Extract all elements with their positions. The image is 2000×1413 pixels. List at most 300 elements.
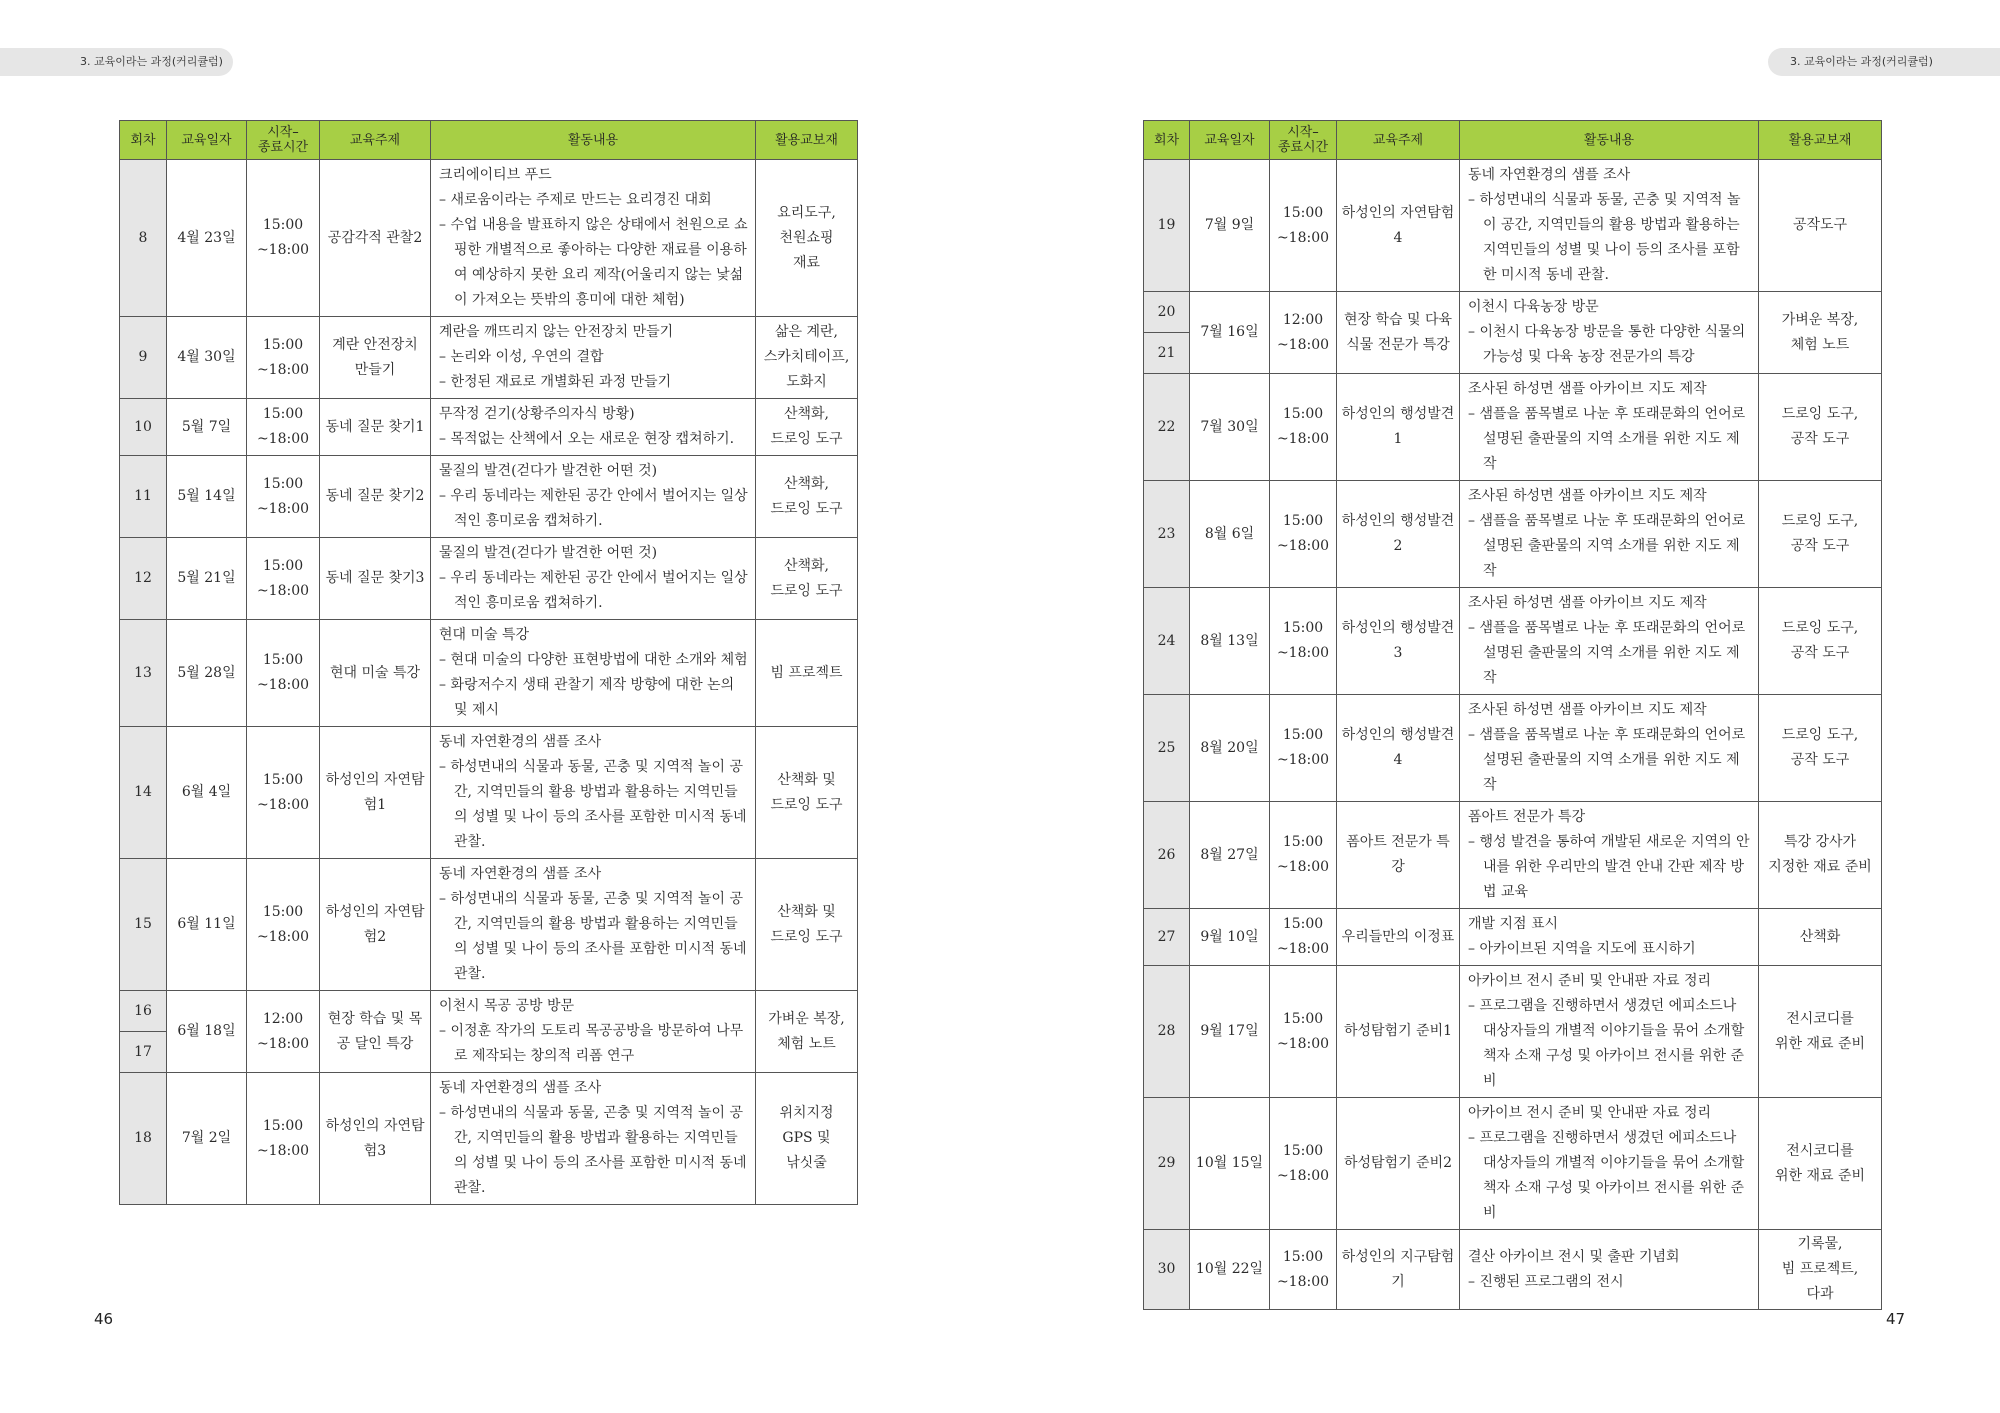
activity-content xyxy=(431,991,756,1073)
session-time xyxy=(247,399,320,456)
table-row xyxy=(1144,1230,1882,1310)
activity-title: 폼아트 전문가 특강 xyxy=(1468,809,1586,825)
session-date: 7월 2일 xyxy=(167,1073,247,1205)
session-materials xyxy=(756,317,858,399)
session-topic: 동네 질문 찾기1 xyxy=(320,399,431,456)
activity-content xyxy=(431,727,756,859)
material-line: 공작도구 xyxy=(1792,217,1848,233)
header-time xyxy=(1270,121,1337,160)
table-row xyxy=(120,160,858,317)
session-number: 20 xyxy=(1144,292,1190,333)
activity-content xyxy=(1460,160,1759,292)
header-time-line1: 시작– xyxy=(267,125,299,140)
start-time: 15:00 xyxy=(1282,204,1324,221)
start-time: 15:00 xyxy=(1282,1010,1324,1027)
activity-content xyxy=(1460,966,1759,1098)
session-materials xyxy=(1759,588,1882,695)
session-number: 9 xyxy=(120,317,167,399)
session-materials xyxy=(756,160,858,317)
activity-title: 동네 자연환경의 샘플 조사 xyxy=(439,866,602,882)
session-date: 6월 11일 xyxy=(167,859,247,991)
session-materials xyxy=(1759,481,1882,588)
session-date: 9월 10일 xyxy=(1190,909,1270,966)
table-header-row xyxy=(120,121,858,160)
start-time: 15:00 xyxy=(262,771,304,788)
start-time: 15:00 xyxy=(1282,620,1324,636)
material-line: 낚싯줄 xyxy=(786,1155,827,1171)
activity-title: 현대 미술 특강 xyxy=(439,627,530,643)
activity-title: 물질의 발견(걷다가 발견한 어떤 것) xyxy=(439,463,658,479)
material-line: 공작 도구 xyxy=(1790,752,1850,768)
section-tab-right xyxy=(1768,48,2000,76)
end-time: ~18:00 xyxy=(1276,1273,1330,1290)
start-time: 15:00 xyxy=(262,336,304,353)
session-number: 15 xyxy=(120,859,167,991)
activity-item: – 논리와 이성, 우연의 결합 xyxy=(439,349,604,365)
session-materials xyxy=(1759,160,1882,292)
activity-title: 이천시 목공 공방 방문 xyxy=(439,998,575,1014)
activity-content xyxy=(1460,481,1759,588)
start-time: 15:00 xyxy=(262,557,304,574)
section-label: 3. 교육이라는 과정(커리큘럼) xyxy=(80,55,223,68)
session-materials xyxy=(1759,966,1882,1098)
activity-item: – 하성면내의 식물과 동물, 곤충 및 지역적 놀이 공간, 지역민들의 활용 방법과 활용하는 지역민들의 성별 및 나이 등의 조사를 포함한 미시적 동네 관찰. xyxy=(439,759,747,850)
session-topic: 공감각적 관찰2 xyxy=(320,160,431,317)
session-number: 14 xyxy=(120,727,167,859)
activity-item: – 샘플을 품목별로 나눈 후 또래문화의 언어로 설명된 출판물의 지역 소개를 위한 지도 제작 xyxy=(1468,513,1746,579)
session-topic: 하성탐험기 준비1 xyxy=(1337,966,1460,1098)
header-materials: 활용교보재 xyxy=(1759,121,1882,160)
activity-item: – 샘플을 품목별로 나눈 후 또래문화의 언어로 설명된 출판물의 지역 소개를 위한 지도 제작 xyxy=(1468,620,1746,686)
start-time: 15:00 xyxy=(262,475,304,492)
material-line: 드로잉 도구, xyxy=(1781,620,1859,636)
session-materials xyxy=(756,620,858,727)
activity-content xyxy=(1460,292,1759,374)
end-time: ~18:00 xyxy=(1276,336,1330,353)
session-time xyxy=(1270,802,1337,909)
activity-item: – 우리 동네라는 제한된 공간 안에서 벌어지는 일상적인 흥미로움 캡쳐하기. xyxy=(439,488,748,529)
activity-content xyxy=(431,456,756,538)
session-date: 5월 14일 xyxy=(167,456,247,538)
session-materials xyxy=(756,1073,858,1205)
start-time: 15:00 xyxy=(1282,1248,1324,1265)
activity-item: – 우리 동네라는 제한된 공간 안에서 벌어지는 일상적인 흥미로움 캡쳐하기. xyxy=(439,570,748,611)
activity-item: – 화랑저수지 생태 관찰기 제작 방향에 대한 논의 및 제시 xyxy=(439,677,735,718)
end-time: ~18:00 xyxy=(1276,1035,1330,1052)
session-time xyxy=(247,538,320,620)
session-topic: 하성인의 행성발견1 xyxy=(1337,374,1460,481)
session-topic: 우리들만의 이정표 xyxy=(1337,909,1460,966)
session-number: 30 xyxy=(1144,1230,1190,1310)
activity-content xyxy=(1460,588,1759,695)
header-date: 교육일자 xyxy=(167,121,247,160)
session-time xyxy=(1270,909,1337,966)
section-tab-left xyxy=(0,48,233,76)
section-label: 3. 교육이라는 과정(커리큘럼) xyxy=(1790,55,1933,68)
activity-content xyxy=(1460,1230,1759,1310)
table-row xyxy=(120,538,858,620)
material-line: 도화지 xyxy=(786,374,827,390)
start-time: 12:00 xyxy=(1282,311,1324,328)
material-line: 드로잉 도구 xyxy=(770,796,843,813)
activity-title: 무작정 걷기(상황주의자식 방황) xyxy=(439,406,635,422)
table-row xyxy=(120,317,858,399)
session-time xyxy=(1270,481,1337,588)
material-line: 산책화 xyxy=(1799,928,1841,945)
material-line: 드로잉 도구 xyxy=(770,928,843,945)
activity-item: – 수업 내용을 발표하지 않은 상태에서 천원으로 쇼핑한 개별적으로 좋아하는 다양한 재료를 이용하여 예상하지 못한 요리 제작(어울리지 않는 낯섦이 가져오는 뜻밖의 흥미에 대한 체험) xyxy=(439,217,748,308)
end-time: ~18:00 xyxy=(1276,859,1330,875)
end-time: ~18:00 xyxy=(256,1035,310,1052)
session-time xyxy=(247,317,320,399)
session-materials xyxy=(756,859,858,991)
material-line: 체험 노트 xyxy=(777,1035,836,1052)
material-line: 천원쇼핑 xyxy=(779,229,834,246)
session-date: 4월 23일 xyxy=(167,160,247,317)
session-topic: 하성인의 행성발견3 xyxy=(1337,588,1460,695)
session-materials xyxy=(1759,1230,1882,1310)
end-time: ~18:00 xyxy=(256,677,310,693)
curriculum-table-right xyxy=(1143,120,1882,1310)
activity-item: – 하성면내의 식물과 동물, 곤충 및 지역적 놀이 공간, 지역민들의 활용 방법과 활용하는 지역민들의 성별 및 나이 등의 조사를 포함한 미시적 동네 관찰. xyxy=(439,891,747,982)
activity-item: – 한정된 재료로 개별화된 과정 만들기 xyxy=(439,374,672,390)
material-line: 체험 노트 xyxy=(1790,336,1850,353)
activity-title: 동네 자연환경의 샘플 조사 xyxy=(1468,167,1631,183)
session-time xyxy=(1270,374,1337,481)
session-date: 4월 30일 xyxy=(167,317,247,399)
activity-title: 조사된 하성면 샘플 아카이브 지도 제작 xyxy=(1468,381,1707,397)
material-line: 산책화, xyxy=(783,557,830,574)
session-materials xyxy=(756,456,858,538)
session-time xyxy=(1270,1230,1337,1310)
activity-item: – 프로그램을 진행하면서 생겼던 에피소드나 대상자들의 개별적 이야기들을 묶어 소개할 책자 소재 구성 및 아카이브 전시를 위한 준비 xyxy=(1468,1130,1745,1221)
start-time: 15:00 xyxy=(1282,1142,1324,1159)
header-materials: 활용교보재 xyxy=(756,121,858,160)
session-time xyxy=(247,991,320,1073)
table-row xyxy=(1144,909,1882,966)
session-topic: 하성인의 지구탐험기 xyxy=(1337,1230,1460,1310)
material-line: 위한 재료 준비 xyxy=(1774,1035,1866,1052)
session-number: 18 xyxy=(120,1073,167,1205)
session-number: 22 xyxy=(1144,374,1190,481)
end-time: ~18:00 xyxy=(256,242,310,258)
session-number: 21 xyxy=(1144,333,1190,374)
session-topic: 하성인의 자연탐험3 xyxy=(320,1073,431,1205)
activity-content xyxy=(431,399,756,456)
activity-title: 크리에이티브 푸드 xyxy=(439,167,552,183)
activity-content xyxy=(431,538,756,620)
activity-item: – 샘플을 품목별로 나눈 후 또래문화의 언어로 설명된 출판물의 지역 소개를 위한 지도 제작 xyxy=(1468,406,1746,472)
table-row xyxy=(1144,695,1882,802)
start-time: 15:00 xyxy=(262,903,304,920)
session-date: 7월 16일 xyxy=(1190,292,1270,374)
session-number: 13 xyxy=(120,620,167,727)
activity-item: – 현대 미술의 다양한 표현방법에 대한 소개와 체험 xyxy=(439,652,748,668)
activity-title: 동네 자연환경의 샘플 조사 xyxy=(439,1080,602,1096)
session-number: 26 xyxy=(1144,802,1190,909)
material-line: 빔 프로젝트 xyxy=(770,664,843,681)
session-date: 8월 13일 xyxy=(1190,588,1270,695)
activity-item: – 하성면내의 식물과 동물, 곤충 및 지역적 놀이 공간, 지역민들의 활용 방법과 활용하는 지역민들의 성별 및 나이 등의 조사를 포함한 미시적 동네 관찰. xyxy=(439,1105,747,1196)
end-time: ~18:00 xyxy=(256,431,310,447)
session-topic: 동네 질문 찾기3 xyxy=(320,538,431,620)
session-date: 10월 22일 xyxy=(1190,1230,1270,1310)
session-topic: 하성인의 자연탐험1 xyxy=(320,727,431,859)
end-time: ~18:00 xyxy=(256,500,310,517)
activity-title: 결산 아카이브 전시 및 출판 기념회 xyxy=(1468,1248,1680,1265)
activity-content xyxy=(431,620,756,727)
table-row xyxy=(1144,160,1882,292)
session-materials xyxy=(1759,695,1882,802)
material-line: 빔 프로젝트, xyxy=(1781,1261,1859,1277)
activity-item: – 샘플을 품목별로 나눈 후 또래문화의 언어로 설명된 출판물의 지역 소개를 위한 지도 제작 xyxy=(1468,727,1746,793)
header-activity: 활동내용 xyxy=(431,121,756,160)
material-line: 드로잉 도구 xyxy=(770,500,843,517)
session-materials xyxy=(1759,374,1882,481)
activity-content xyxy=(431,1073,756,1205)
session-time xyxy=(247,160,320,317)
end-time: ~18:00 xyxy=(1276,941,1330,957)
end-time: ~18:00 xyxy=(256,361,310,378)
material-line: GPS 및 xyxy=(782,1130,831,1146)
session-date: 7월 9일 xyxy=(1190,160,1270,292)
session-time xyxy=(247,727,320,859)
material-line: 공작 도구 xyxy=(1790,645,1850,661)
header-time xyxy=(247,121,320,160)
header-time-line2: 종료시간 xyxy=(257,140,309,155)
activity-title: 물질의 발견(걷다가 발견한 어떤 것) xyxy=(439,545,658,561)
end-time: ~18:00 xyxy=(1276,431,1330,447)
material-line: 가벼운 복장, xyxy=(768,1010,845,1027)
header-date: 교육일자 xyxy=(1190,121,1270,160)
activity-title: 조사된 하성면 샘플 아카이브 지도 제작 xyxy=(1468,488,1707,504)
material-line: 가벼운 복장, xyxy=(1781,311,1859,328)
curriculum-table-left xyxy=(119,120,858,1205)
session-materials xyxy=(756,727,858,859)
end-time: ~18:00 xyxy=(256,1142,310,1159)
session-time xyxy=(1270,966,1337,1098)
header-activity: 활동내용 xyxy=(1460,121,1759,160)
material-line: 위치지정 xyxy=(779,1105,834,1121)
end-time: ~18:00 xyxy=(1276,1167,1330,1184)
material-line: 드로잉 도구 xyxy=(770,582,843,599)
session-number: 27 xyxy=(1144,909,1190,966)
table-row xyxy=(1144,802,1882,909)
header-session: 회차 xyxy=(120,121,167,160)
material-line: 지정한 재료 준비 xyxy=(1768,859,1872,875)
end-time: ~18:00 xyxy=(256,582,310,599)
table-row xyxy=(1144,481,1882,588)
material-line: 스카치테이프, xyxy=(763,349,850,365)
start-time: 15:00 xyxy=(262,406,304,422)
table-row xyxy=(120,399,858,456)
session-time xyxy=(1270,160,1337,292)
session-number: 23 xyxy=(1144,481,1190,588)
activity-item: – 목적없는 산책에서 오는 새로운 현장 캡쳐하기. xyxy=(439,431,735,447)
header-topic: 교육주제 xyxy=(1337,121,1460,160)
end-time: ~18:00 xyxy=(1276,645,1330,661)
table-row xyxy=(1144,588,1882,695)
material-line: 드로잉 도구, xyxy=(1781,406,1859,422)
activity-item: – 새로움이라는 주제로 만드는 요리경진 대회 xyxy=(439,192,712,208)
session-number: 10 xyxy=(120,399,167,456)
table-row xyxy=(1144,966,1882,1098)
session-number: 8 xyxy=(120,160,167,317)
end-time: ~18:00 xyxy=(256,796,310,813)
session-time xyxy=(247,620,320,727)
session-number: 28 xyxy=(1144,966,1190,1098)
activity-title: 동네 자연환경의 샘플 조사 xyxy=(439,734,602,750)
session-topic: 현장 학습 및 다육 식물 전문가 특강 xyxy=(1337,292,1460,374)
end-time: ~18:00 xyxy=(256,928,310,945)
session-number: 16 xyxy=(120,991,167,1032)
material-line: 드로잉 도구 xyxy=(770,431,843,447)
session-date: 5월 28일 xyxy=(167,620,247,727)
activity-title: 조사된 하성면 샘플 아카이브 지도 제작 xyxy=(1468,702,1707,718)
material-line: 위한 재료 준비 xyxy=(1774,1167,1866,1184)
activity-title: 이천시 다육농장 방문 xyxy=(1468,299,1599,315)
session-time xyxy=(247,456,320,538)
activity-item: – 프로그램을 진행하면서 생겼던 에피소드나 대상자들의 개별적 이야기들을 묶어 소개할 책자 소재 구성 및 아카이브 전시를 위한 준비 xyxy=(1468,998,1745,1089)
session-date: 8월 6일 xyxy=(1190,481,1270,588)
activity-content xyxy=(1460,909,1759,966)
table-row xyxy=(1144,374,1882,481)
session-number: 24 xyxy=(1144,588,1190,695)
session-number: 12 xyxy=(120,538,167,620)
activity-item: – 이천시 다육농장 방문을 통한 다양한 식물의 가능성 및 다육 농장 전문가의 특강 xyxy=(1468,324,1746,365)
session-number: 29 xyxy=(1144,1098,1190,1230)
activity-title: 계란을 깨뜨리지 않는 안전장치 만들기 xyxy=(439,324,674,340)
session-date: 8월 20일 xyxy=(1190,695,1270,802)
start-time: 15:00 xyxy=(262,1117,304,1134)
session-date: 9월 17일 xyxy=(1190,966,1270,1098)
session-time xyxy=(1270,695,1337,802)
table-row xyxy=(120,456,858,538)
activity-item: – 행성 발견을 통하여 개발된 새로운 지역의 안내를 위한 우리만의 발견 안내 간판 제작 방법 교육 xyxy=(1468,834,1750,900)
session-time xyxy=(1270,588,1337,695)
session-time xyxy=(1270,292,1337,374)
start-time: 15:00 xyxy=(262,652,304,668)
activity-item: – 이정훈 작가의 도토리 목공공방을 방문하여 나무로 제작되는 창의적 리폼 연구 xyxy=(439,1023,744,1064)
table-row xyxy=(1144,1098,1882,1230)
table-row xyxy=(120,727,858,859)
session-date: 6월 18일 xyxy=(167,991,247,1073)
session-time xyxy=(1270,1098,1337,1230)
material-line: 다과 xyxy=(1806,1286,1834,1302)
material-line: 산책화, xyxy=(783,406,830,422)
session-number: 11 xyxy=(120,456,167,538)
activity-title: 아카이브 전시 준비 및 안내판 자료 정리 xyxy=(1468,1105,1712,1121)
session-number: 17 xyxy=(120,1032,167,1073)
activity-content xyxy=(1460,695,1759,802)
session-topic: 현대 미술 특강 xyxy=(320,620,431,727)
session-materials xyxy=(1759,909,1882,966)
start-time: 15:00 xyxy=(1282,834,1324,850)
session-materials xyxy=(1759,802,1882,909)
header-time-line2: 종료시간 xyxy=(1277,140,1329,155)
session-date: 10월 15일 xyxy=(1190,1098,1270,1230)
material-line: 산책화 및 xyxy=(777,903,836,920)
material-line: 삶은 계란, xyxy=(775,324,838,340)
activity-content xyxy=(1460,802,1759,909)
start-time: 15:00 xyxy=(1282,513,1324,529)
table-row xyxy=(120,1073,858,1205)
table-row xyxy=(120,991,858,1032)
session-materials xyxy=(756,538,858,620)
activity-content xyxy=(431,317,756,399)
activity-item: – 하성면내의 식물과 동물, 곤충 및 지역적 놀이 공간, 지역민들의 활용 방법과 활용하는 지역민들의 성별 및 나이 등의 조사를 포함한 미시적 동네 관찰. xyxy=(1468,192,1741,283)
table-header-row xyxy=(1144,121,1882,160)
header-session: 회차 xyxy=(1144,121,1190,160)
session-materials xyxy=(756,399,858,456)
session-topic: 하성인의 행성발견4 xyxy=(1337,695,1460,802)
table-row xyxy=(1144,292,1882,333)
table-row xyxy=(120,620,858,727)
material-line: 드로잉 도구, xyxy=(1781,513,1859,529)
material-line: 요리도구, xyxy=(777,204,836,221)
session-topic: 계란 안전장치 만들기 xyxy=(320,317,431,399)
material-line: 전시코디를 xyxy=(1786,1142,1854,1159)
session-topic: 현장 학습 및 목공 달인 특강 xyxy=(320,991,431,1073)
session-date: 5월 7일 xyxy=(167,399,247,456)
session-number: 25 xyxy=(1144,695,1190,802)
header-time-line1: 시작– xyxy=(1287,125,1319,140)
session-time xyxy=(247,1073,320,1205)
session-materials xyxy=(1759,1098,1882,1230)
session-topic: 하성탐험기 준비2 xyxy=(1337,1098,1460,1230)
page-number-right: 47 xyxy=(1886,1310,1906,1328)
activity-content xyxy=(1460,1098,1759,1230)
session-date: 8월 27일 xyxy=(1190,802,1270,909)
material-line: 산책화, xyxy=(783,475,830,492)
material-line: 드로잉 도구, xyxy=(1781,727,1859,743)
material-line: 공작 도구 xyxy=(1790,538,1850,554)
start-time: 15:00 xyxy=(1282,916,1324,932)
page-number-left: 46 xyxy=(94,1310,114,1328)
material-line: 재료 xyxy=(792,254,821,271)
activity-content xyxy=(1460,374,1759,481)
activity-title: 조사된 하성면 샘플 아카이브 지도 제작 xyxy=(1468,595,1707,611)
session-materials xyxy=(756,991,858,1073)
session-topic: 하성인의 자연탐험4 xyxy=(1337,160,1460,292)
end-time: ~18:00 xyxy=(1276,752,1330,768)
material-line: 공작 도구 xyxy=(1790,431,1850,447)
start-time: 15:00 xyxy=(1282,727,1324,743)
end-time: ~18:00 xyxy=(1276,229,1330,246)
activity-title: 아카이브 전시 준비 및 안내판 자료 정리 xyxy=(1468,973,1712,989)
session-topic: 동네 질문 찾기2 xyxy=(320,456,431,538)
material-line: 산책화 및 xyxy=(777,771,836,788)
material-line: 특강 강사가 xyxy=(1783,834,1857,850)
start-time: 12:00 xyxy=(262,1010,304,1027)
start-time: 15:00 xyxy=(262,217,304,233)
session-topic: 하성인의 자연탐험2 xyxy=(320,859,431,991)
header-topic: 교육주제 xyxy=(320,121,431,160)
session-topic: 하성인의 행성발견2 xyxy=(1337,481,1460,588)
end-time: ~18:00 xyxy=(1276,538,1330,554)
start-time: 15:00 xyxy=(1282,406,1324,422)
activity-content xyxy=(431,160,756,317)
activity-item: – 진행된 프로그램의 전시 xyxy=(1468,1273,1624,1290)
session-number: 19 xyxy=(1144,160,1190,292)
session-date: 6월 4일 xyxy=(167,727,247,859)
material-line: 전시코디를 xyxy=(1786,1010,1854,1027)
table-row xyxy=(120,859,858,991)
session-date: 7월 30일 xyxy=(1190,374,1270,481)
session-materials xyxy=(1759,292,1882,374)
session-time xyxy=(247,859,320,991)
activity-content xyxy=(431,859,756,991)
